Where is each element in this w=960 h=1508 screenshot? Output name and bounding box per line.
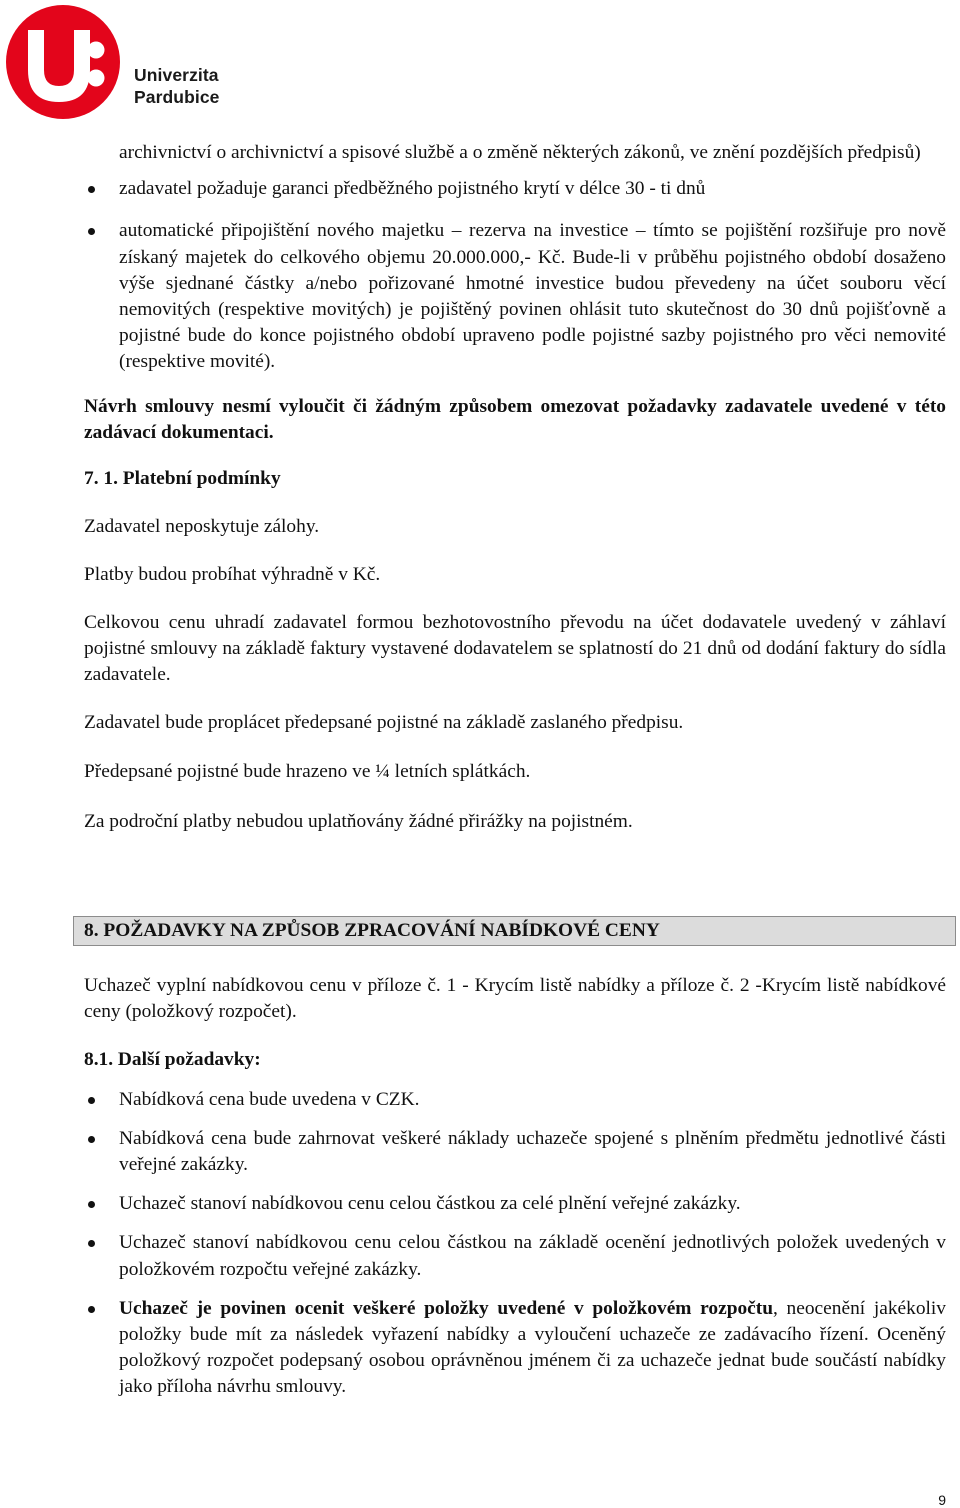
list-item — [84, 1191, 946, 1217]
list-item — [84, 176, 946, 202]
payment-paragraph: Zadavatel bude proplácet předepsané pojistné na základě zaslaného předpisu. — [84, 712, 684, 734]
list-item-text: automatické připojištění nového majetku – rezerva na investice – tímto se pojištění rozšiřuje pro nově získaný majetek do celkového objemu 20.000.000,- Kč. Bude-li v průběhu pojistného období dosaženo výše sjednané částky a/nebo pořizované hmotné investice budou převedeny na účet souboru věcí nemovitých (respektive movitých) je pojištěný povinen ohlásit tuto skutečnost do 30 dnů pojišťovně a pojistné bude do konce pojistného období upraveno podle pojistné sazby pojistného pro věci nemovité (respektive movité). — [119, 220, 946, 373]
continued-paragraph: archivnictví o archivnictví a spisové službě a o změně některých zákonů, ve znění pozdějších předpisů) — [119, 142, 921, 163]
subsection-heading-8-1: 8.1. Další požadavky: — [84, 1049, 261, 1071]
list-item-rest-text: , neocenění jakékoliv položky bude mít za následek vyřazení nabídky a vyloučení uchazeče ze zadávacího řízení. Oceněný položkový rozpočet podepsaný osobou oprávněnou jménem či za uchazeče jednat bude součástí nabídky jako příloha návrhu smlouvy. — [119, 1297, 946, 1398]
list-item-bold-text: Uchazeč je povinen ocenit veškeré položky uvedené v položkovém rozpočtu — [119, 1297, 774, 1319]
list-item-text: Uchazeč stanoví nabídkovou cenu celou částkou na základě ocenění jednotlivých položek uvedených v položkovém rozpočtu veřejné zakázky. — [119, 1232, 946, 1280]
payment-paragraph: Zadavatel neposkytuje zálohy. — [84, 516, 320, 538]
bullet-icon — [84, 1191, 98, 1208]
payment-paragraph: Za področní platby nebudou uplatňovány žádné přirážky na pojistném. — [84, 810, 633, 832]
page-number: 9 — [938, 1492, 946, 1508]
bullet-icon — [84, 1126, 98, 1143]
subsection-heading-7-1: 7. 1. Platební podmínky — [84, 468, 281, 490]
list-item-text: zadavatel požaduje garanci předběžného pojistného krytí v délce 30 - ti dnů — [119, 178, 706, 200]
document-body — [84, 140, 946, 835]
payment-paragraph: Předepsané pojistné bude hrazeno ve ¼ letních splátkách. — [84, 761, 531, 783]
list-item — [84, 1126, 946, 1178]
list-item-text: Uchazeč stanoví nabídkovou cenu celou částkou za celé plnění veřejné zakázky. — [119, 1193, 741, 1215]
payment-paragraph: Platby budou probíhat výhradně v Kč. — [84, 564, 381, 586]
logo-line-2: Pardubice — [134, 87, 220, 107]
bullet-icon — [84, 218, 98, 235]
university-logo — [6, 4, 236, 124]
bullet-icon — [84, 1296, 98, 1313]
logo-line-1: Univerzita — [134, 65, 219, 85]
section-heading-8: 8. POŽADAVKY NA ZPŮSOB ZPRACOVÁNÍ NABÍDKOVÉ CENY — [73, 916, 956, 946]
bullet-icon — [84, 1230, 98, 1247]
bullet-icon — [84, 176, 98, 193]
bold-notice: Návrh smlouvy nesmí vyloučit či žádným způsobem omezovat požadavky zadavatele uvedené v této zadávací dokumentaci. — [84, 395, 946, 443]
section-8-paragraph: Uchazeč vyplní nabídkovou cenu v příloze č. 1 - Krycím listě nabídky a příloze č. 2 -Krycím listě nabídkové ceny (položkový rozpočet). — [84, 975, 946, 1023]
list-item-text: Nabídková cena bude uvedena v CZK. — [119, 1088, 420, 1110]
list-item — [84, 218, 946, 375]
university-logo-mark-icon — [6, 4, 126, 122]
document-body-section-8 — [84, 973, 946, 1401]
bullet-icon — [84, 1087, 98, 1104]
list-item-text — [119, 1296, 946, 1401]
list-item — [84, 1087, 946, 1113]
list-item-text: Nabídková cena bude zahrnovat veškeré náklady uchazeče spojené s plněním předmětu jednotlivé části veřejné zakázky. — [119, 1127, 946, 1176]
payment-paragraph: Celkovou cenu uhradí zadavatel formou bezhotovostního převodu na účet dodavatele uvedený v záhlaví pojistné smlouvy na základě faktury vystavené dodavatelem se splatností do 21 dnů od dodání faktury do sídla zadavatele. — [84, 611, 946, 686]
university-logo-text — [134, 64, 220, 108]
list-item — [84, 1230, 946, 1282]
list-item — [84, 1296, 946, 1401]
